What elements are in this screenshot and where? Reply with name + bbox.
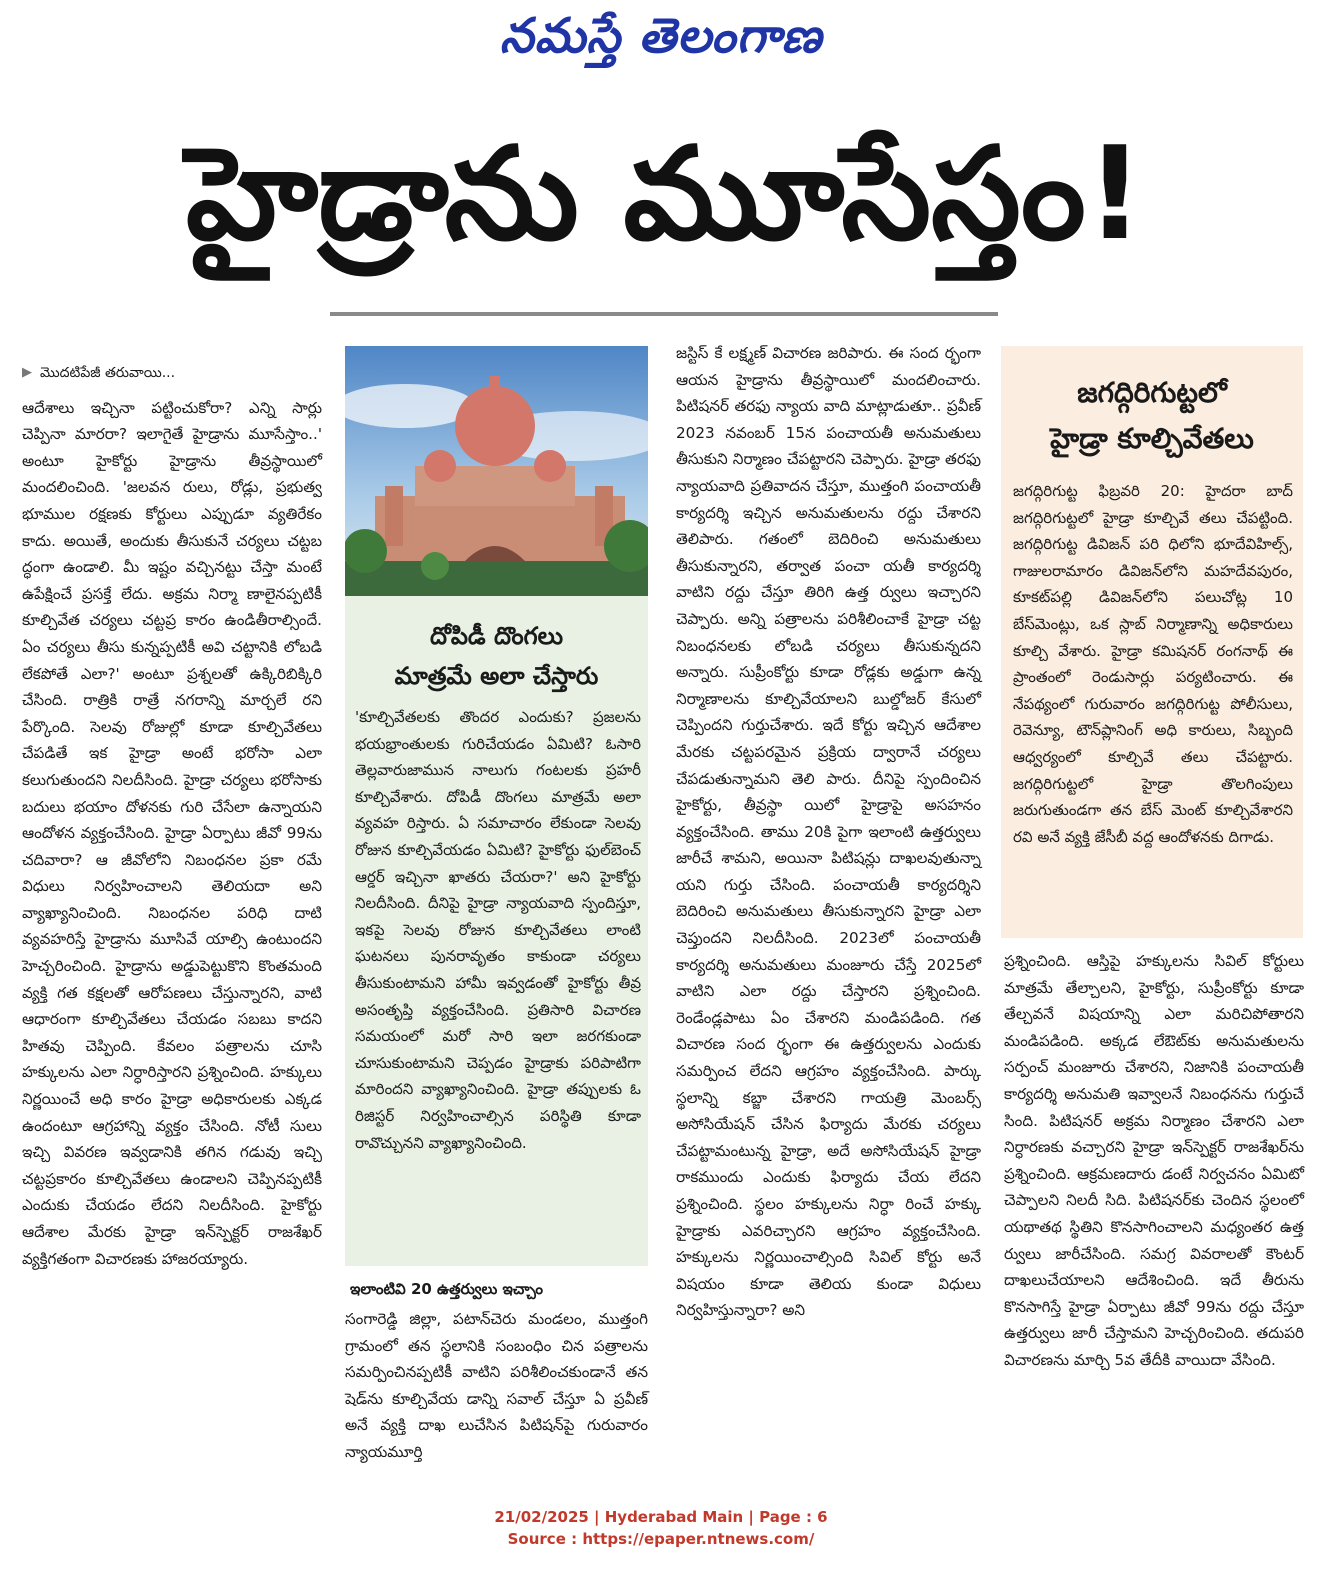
headline: హైడ్రాను మూసేస్తం! — [185, 120, 1145, 269]
kicker-text: మొదటిపేజీ తరువాయి... — [40, 365, 176, 381]
column-1-body: ఆదేశాలు ఇచ్చినా పట్టించుకోరా? ఎన్ని సార్లు చెప్పినా మారరా? ఇలాగైతే హైడ్రాను మూసేస్తాం..' అంటూ హైకోర్టు హైడ్రాను తీవ్రస్థాయిలో మందలించింది. 'జలవన రులు, రోడ్లు, ప్రభుత్వ భూముల రక్షణకు కోర్టులు ఎప్పుడూ వ్యతిరేకం కాదు. అయితే, అందుకు తీసుకునే చర్యలు చట్టబ ద్ధంగా ఉండాలి. మీ ఇష్టం వచ్చినట్టు చేస్తా మంటే ఉపేక్షించే ప్రసక్తే లేదు. అక్రమ నిర్మా ణాలైనప్పటికీ కూల్చివేత చర్యలు చట్టప్ర కారం ఉండితీరాల్సిందే. ఏం చర్యలు తీసు కున్నప్పటికీ అవి చట్టానికి లోబడి లేకపోతే ఎలా?' అంటూ ప్రశ్నలతో ఉక్కిరిబిక్కిరి చేసింది. రాత్రికి రాత్రే నగరాన్ని మార్చలే రని పేర్కొంది. సెలవు రోజుల్లో కూడా కూల్చివేతలు చేపడితే ఇక హైడ్రా అంటే భరోసా ఎలా కలుగుతుందని నిలదీసింది. హైడ్రా చర్యలు భరోసాకు బదులు భయాం దోళనకు గురి చేసేలా ఉన్నాయని ఆందోళన వ్యక్తంచేసింది. హైడ్రా ఏర్పాటు జీవో 99ను చదివారా? ఆ జీవోలోని నిబంధనల ప్రకా రమే విధులు నిర్వహించాలని తెలియదా అని వ్యాఖ్యానించింది. నిబంధనల పరిధి దాటి వ్యవహరిస్తే హైడ్రాను మూసివే యాల్సి ఉంటుందని హెచ్చరించింది. హైడ్రాను అడ్డుపెట్టుకొని కొంతమంది వ్యక్తి గత కక్షలతో ఆరోపణలు చేస్తున్నారని, వాటి ఆధారంగా కూల్చివేతలు చేయడం సబబు కాదని హితవు చెప్పింది. కేవలం పత్రాలను చూసి హక్కులను ఎలా నిర్ధారిస్తారని ప్రశ్నించింది. హక్కులు నిర్ణయించే అధి కారం హైడ్రా అధికారులకు ఎక్కడ ఉందంటూ ఆగ్రహాన్ని వ్యక్తం చేసింది. నోటీ సులు ఇచ్చి వివరణ ఇవ్వడానికి తగిన గడువు ఇచ్చి చట్టప్రకారం కూల్చివేతలు ఉండాలని చెప్పినప్పటికీ ఎందుకు చేయడం లేదని నిలదీసింది. హైకోర్టు ఆదేశాల మేరకు హైడ్రా ఇన్‌స్పెక్టర్ రాజశేఖర్ వ్యక్తిగతంగా విచారణకు హాజరయ్యారు. — [22, 398, 322, 1268]
footer-date-line: 21/02/2025 | Hyderabad Main | Page : 6 — [494, 1508, 828, 1526]
masthead-logo: నమస్తే తెలంగాణ — [499, 8, 823, 64]
side-story-body: జగద్గిరిగుట్ట ఫిబ్రవరి 20: హైదరా బాద్ జగద్గిరిగుట్టలో హైడ్రా కూల్చివే తలు చేపట్టింది. జగద్గిరిగుట్ట డివిజన్ పరి ధిలోని భూదేవిహిల్స్, గాజులరామారం డివిజన్‌లోని మహదేవపురం, కూకట్‌పల్లి డివిజన్‌లోని పలుచోట్ల 10 బేస్‌మెంట్లు, ఒక స్లాబ్ నిర్మాణాన్ని అధికారులు కూల్చి వేశారు. హైడ్రా కమిషనర్ రంగనాథ్ ఈ ప్రాంతంలో రెండుసార్లు పర్యటించారు. ఈ నేపథ్యంలో గురువారం జగద్గిరిగుట్ట పోలీసులు, రెవెన్యూ, టౌన్‌ప్లానింగ్ అధి కారులు, సిబ్బంది ఆధ్వర్యంలో కూల్చివే తలు చేపట్టారు. జగద్గిరిగుట్టలో హైడ్రా తొలగింపులు జరుగుతుండగా తన బేస్ మెంట్ కూల్చివేశారని రవి అనే వ్యక్తి జేసీబీ వద్ద ఆందోళనకు దిగాడు. — [1013, 482, 1293, 846]
high-court-illustration — [345, 346, 648, 596]
footer — [0, 1506, 1322, 1550]
column-2-body: సంగారెడ్డి జిల్లా, పటాన్‌చెరు మండలం, ముత్తంగి గ్రామంలో తన స్థలానికి సంబంధిం చిన పత్రాలను సమర్పించినప్పటికీ వాటిని పరిశీలించకుండానే తన షెడ్‌ను కూల్చివేయ డాన్ని సవాల్ చేస్తూ ఏ ప్రవీణ్ అనే వ్యక్తి దాఖ లుచేసిన పిటిషన్‌పై గురువారం న్యాయమూర్తి — [345, 1310, 648, 1461]
headline-rule — [330, 312, 998, 316]
sidebar-title-line-2: మాత్రమే అలా చేస్తారు — [394, 662, 599, 690]
footer-source-line: Source : https://epaper.ntnews.com/ — [507, 1530, 815, 1548]
side-story-box — [1001, 346, 1303, 938]
column-4-body: ప్రశ్నించింది. ఆస్తిపై హక్కులను సివిల్ కోర్టులు మాత్రమే తేల్చాలని, హైకోర్టు, సుప్రీంకోర్టు కూడా తేల్చవనే విషయాన్ని ఎలా మరిచిపోతారని మండిపడింది. అక్కడ లేఔట్‌కు అనుమతులను సర్పంచ్ మంజూరు చేశారని, నిజానికి పంచాయతీ కార్యదర్శి అనుమతి ఇవ్వాలనే నిబంధనను గుర్తుచే సింది. పిటిషనర్ అక్రమ నిర్మాణం చేశారని ఎలా నిర్ధారణకు వచ్చారని హైడ్రా ఇన్‌స్పెక్టర్ రాజశేఖర్‌ను ప్రశ్నించింది. ఆక్రమణదారు డంటే నిర్వచనం ఏమిటో చెప్పాలని నిలదీ సిది. పిటిషనర్‌కు చెందిన స్థలంలో యథాతథ స్థితిని కొనసాగించాలని మధ్యంతర ఉత్త ర్వులు జారీచేసింది. సమగ్ర వివరాలతో కౌంటర్ దాఖలుచేయాలని ఆదేశించింది. ఇదే తీరును కొనసాగిస్తే హైడ్రా ఏర్పాటు జీవో 99ను రద్దు చేస్తూ ఉత్తర్వులు జారీ చేస్తామని హెచ్చరించింది. తదుపరి విచారణను మార్చి 5వ తేదీకి వాయిదా వేసింది. — [1004, 952, 1304, 1369]
high-court-photo — [345, 346, 648, 596]
sidebar-title-line-1: దోపిడీ దొంగలు — [429, 622, 563, 650]
side-story-title-line-2: హైడ్రా కూల్చివేతలు — [1050, 422, 1254, 455]
sidebar-title — [345, 596, 648, 696]
side-story-title-line-1: జగద్గిరిగుట్టలో — [1077, 376, 1227, 409]
sidebar-body: 'కూల్చివేతలకు తొందర ఎందుకు? ప్రజలను భయభ్రాంతులకు గురిచేయడం ఏమిటి? ఓసారి తెల్లవారుజామున నాలుగు గంటలకు ప్రహరీ కూల్చివేశారు. దోపిడీ దొంగలు మాత్రమే అలా వ్యవహ రిస్తారు. ఏ సమాచారం లేకుండా సెలవు రోజున కూల్చివేయడం ఏమిటి? హైకోర్టు ఫుల్‌బెంచ్ ఆర్డర్ ఇచ్చినా ఖాతరు చేయరా?' అని హైకోర్టు నిలదీసింది. దీనిపై హైడ్రా న్యాయవాది స్పందిస్తూ, ఇకపై సెలవు రోజున కూల్చివేతలు లాంటి ఘటనలు పునరావృతం కాకుండా చర్యలు తీసుకుంటామని హామీ ఇవ్వడంతో హైకోర్టు తీవ్ర అసంతృప్తి వ్యక్తంచేసింది. ప్రతిసారి విచారణ సమయంలో మరో సారి ఇలా జరగకుండా చూసుకుంటామని చెప్పడం హైడ్రాకు పరిపాటిగా మారిందని వ్యాఖ్యానించింది. హైడ్రా తప్పులకు ఓ రిజిస్టర్ నిర్వహించాల్సిన పరిస్థితి కూడా రావొచ్చునని వ్యాఖ్యానించింది. — [355, 708, 641, 1152]
article-column-1 — [22, 360, 322, 1272]
column-3-body: జస్టిస్ కే లక్ష్మణ్ విచారణ జరిపారు. ఈ సంద ర్భంగా ఆయన హైడ్రాను తీవ్రస్థాయిలో మందలించారు. పిటిషనర్ తరఫు న్యాయ వాది మాట్లాడుతూ.. ప్రవీణ్ 2023 నవంబర్ 15న పంచాయతీ అనుమతులు తీసుకుని నిర్మాణం చేపట్టారని చెప్పారు. హైడ్రా తరఫు న్యాయవాది ప్రతివాదన చేస్తూ, ముత్తంగి పంచాయతీ కార్యదర్శి ఇచ్చిన అనుమతులను రద్దు చేశారని తెలిపారు. గతంలో బెదిరించి అనుమతులు తీసుకున్నారని, తర్వాత పంచా యతీ కార్యదర్శి వాటిని రద్దు చేస్తూ తిరిగి ఉత్త ర్వులు ఇచ్చారని చెప్పారు. అన్ని పత్రాలను పరిశీలించాకే హైడ్రా చట్ట నిబంధనలకు లోబడి చర్యలు తీసుకున్నదని అన్నారు. సుప్రీంకోర్టు కూడా రోడ్లకు అడ్డుగా ఉన్న నిర్మాణాలను కూల్చివేయాలని బుల్డోజర్ కేసులో చెప్పిందని గుర్తుచేశారు. ఇదే కోర్టు ఇచ్చిన ఆదేశాల మేరకు చట్టపరమైన ప్రక్రియ ద్వారానే చర్యలు చేపడుతున్నామని తెలి పారు. దీనిపై స్పందించిన హైకోర్టు, తీవ్రస్థా యిలో హైడ్రాపై అసహనం వ్యక్తంచేసింది. తాము 20కి పైగా ఇలాంటి ఉత్తర్వులు జారీచే శామని, అయినా పిటిషన్లు దాఖలవుతున్నా యని గుర్తు చేసింది. పంచాయతీ కార్యదర్శిని బెదిరించి అనుమతులు తీసుకున్నారని హైడ్రా ఎలా చెప్తుందని నిలదీసింది. 2023లో పంచాయతీ కార్యదర్శి అనుమతులు మంజూరు చేస్తే 2025లో వాటిని ఎలా రద్దు చేస్తారని ప్రశ్నించింది. రెండేండ్లపాటు ఏం చేశారని మండిపడింది. గత విచారణ సంద ర్భంగా ఈ ఉత్తర్వులను ఎందుకు సమర్పించ లేదని ఆగ్రహం వ్యక్తంచేసింది. పార్కు స్థలాన్ని కబ్జా చేశారని గాయత్రి మెంబర్స్ అసోసియేషన్ చేసిన ఫిర్యాదు మేరకు చర్యలు చేపట్టామంటున్న హైడ్రా, అదే అసోసియేషన్ హైడ్రా రాకముందు ఎందుకు ఫిర్యాదు చేయ లేదని ప్రశ్నించింది. స్థలం హక్కులను నిర్ధా రించే హక్కు హైడ్రాకు ఎవరిచ్చారని ఆగ్రహం వ్యక్తంచేసింది. హక్కులను నిర్ణయించాల్సింది సివిల్ కోర్టు అనే విషయం కూడా తెలియ కుండా విధులు నిర్వహిస్తున్నారా? అని — [676, 344, 981, 1320]
side-story-title — [1001, 346, 1303, 462]
sidebar-box — [345, 596, 648, 1266]
kicker — [22, 360, 322, 387]
triangle-right-icon: ▶ — [22, 365, 32, 380]
subheading: ఇలాంటివి 20 ఉత్తర్వులు ఇచ్చాం — [350, 1280, 543, 1298]
